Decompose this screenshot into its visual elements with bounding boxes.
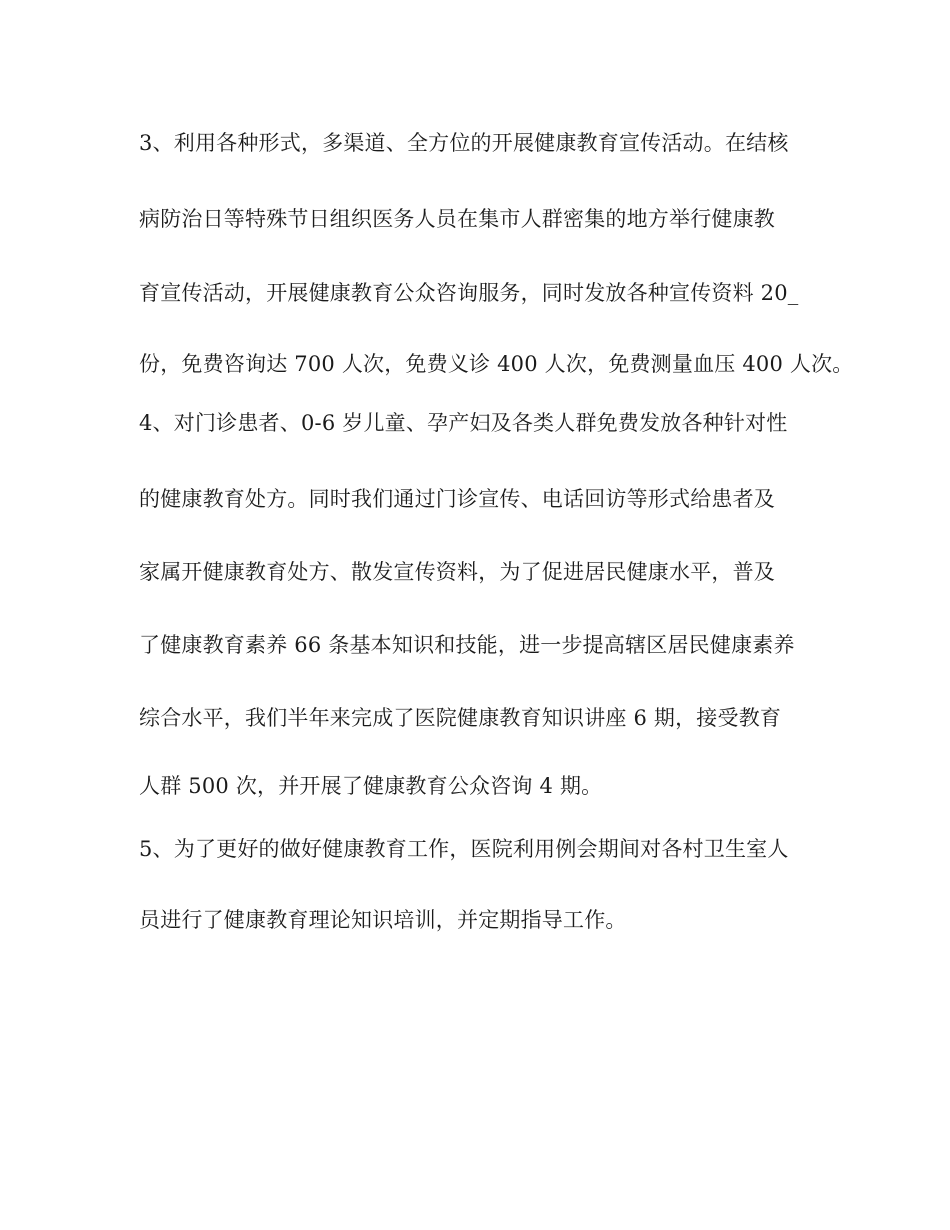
paragraph-4-line-3: 家属开健康教育处方、散发宣传资料，为了促进居民健康水平，普及 <box>139 560 775 584</box>
paragraph-3-line-3: 育宣传活动，开展健康教育公众咨询服务，同时发放各种宣传资料 20_ <box>139 281 799 305</box>
paragraph-5-line-2: 员进行了健康教育理论知识培训，并定期指导工作。 <box>139 908 627 932</box>
paragraph-3-line-1: 3、利用各种形式，多渠道、全方位的开展健康教育宣传活动。在结核 <box>139 131 789 155</box>
paragraph-4-line-1: 4、对门诊患者、0-6 岁儿童、孕产妇及各类人群免费发放各种针对性 <box>139 411 788 435</box>
paragraph-4-line-4: 了健康教育素养 66 条基本知识和技能，进一步提高辖区居民健康素养 <box>139 633 795 657</box>
paragraph-4-line-6: 人群 500 次，并开展了健康教育公众咨询 4 期。 <box>139 774 603 798</box>
paragraph-5-line-1: 5、为了更好的做好健康教育工作，医院利用例会期间对各村卫生室人 <box>139 837 789 861</box>
paragraph-3-line-2: 病防治日等特殊节日组织医务人员在集市人群密集的地方举行健康教 <box>139 207 775 231</box>
paragraph-4-line-2: 的健康教育处方。同时我们通过门诊宣传、电话回访等形式给患者及 <box>139 487 775 511</box>
paragraph-4-line-5: 综合水平，我们半年来完成了医院健康教育知识讲座 6 期，接受教育 <box>139 706 782 730</box>
paragraph-3-line-4: 份，免费咨询达 700 人次，免费义诊 400 人次，免费测量血压 400 人次。 <box>139 352 854 376</box>
